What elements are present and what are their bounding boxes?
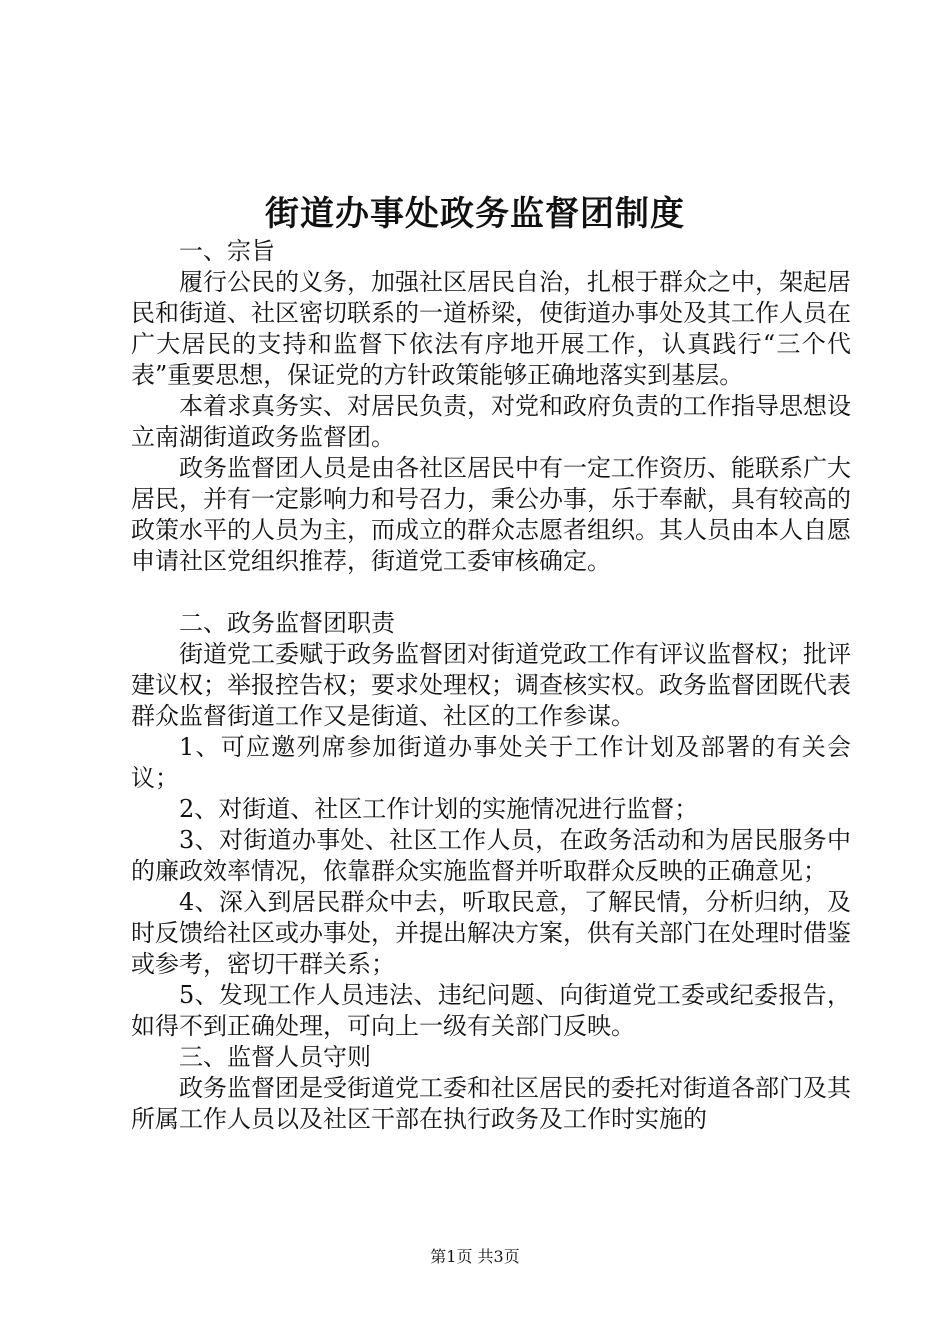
paragraph: 履行公民的义务，加强社区居民自治，扎根于群众之中，架起居民和街道、社区密切联系的一道桥梁，使街道办事处及其工作人员在广大居民的支持和监督下依法有序地开展工作，认真践行“三个代表”重要思想，保证党的方针政策能够正确地落实到基层。	[131, 268, 851, 389]
section-heading-duties: 二、政务监督团职责	[179, 609, 395, 637]
page-footer: 第1页 共3页	[430, 1247, 520, 1266]
section-heading-purpose: 一、宗旨	[179, 237, 275, 265]
paragraph: 街道党工委赋于政务监督团对街道党政工作有评议监督权；批评建议权；举报控告权；要求处理权；调查核实权。政务监督团既代表群众监督街道工作又是街道、社区的工作参谋。	[131, 640, 851, 730]
document-body	[131, 236, 851, 1135]
paragraph: 政务监督团是受街道党工委和社区居民的委托对街道各部门及其所属工作人员以及社区干部在执行政务及工作时实施的	[131, 1074, 851, 1133]
list-item: 1、可应邀列席参加街道办事处关于工作计划及部署的有关会议；	[131, 733, 851, 792]
paragraph: 政务监督团人员是由各社区居民中有一定工作资历、能联系广大居民，并有一定影响力和号召力，秉公办事，乐于奉献，具有较高的政策水平的人员为主，而成立的群众志愿者组织。其人员由本人自愿申请社区党组织推荐，街道党工委审核确定。	[131, 454, 851, 575]
list-item: 2、对街道、社区工作计划的实施情况进行监督；	[179, 795, 699, 823]
list-item: 4、深入到居民群众中去，听取民意，了解民情，分析归纳，及时反馈给社区或办事处，并提出解决方案，供有关部门在处理时借鉴或参考，密切干群关系；	[131, 888, 851, 978]
paragraph-gap	[131, 577, 851, 608]
section-heading-rules: 三、监督人员守则	[179, 1043, 371, 1071]
list-item: 3、对街道办事处、社区工作人员，在政务活动和为居民服务中的廉政效率情况，依靠群众实施监督并听取群众反映的正确意见；	[131, 826, 851, 885]
paragraph: 本着求真务实、对居民负责，对党和政府负责的工作指导思想设立南湖街道政务监督团。	[131, 392, 851, 451]
list-item: 5、发现工作人员违法、违纪问题、向街道党工委或纪委报告，如得不到正确处理，可向上一级有关部门反映。	[131, 981, 851, 1040]
document-title: 街道办事处政务监督团制度	[265, 194, 685, 234]
